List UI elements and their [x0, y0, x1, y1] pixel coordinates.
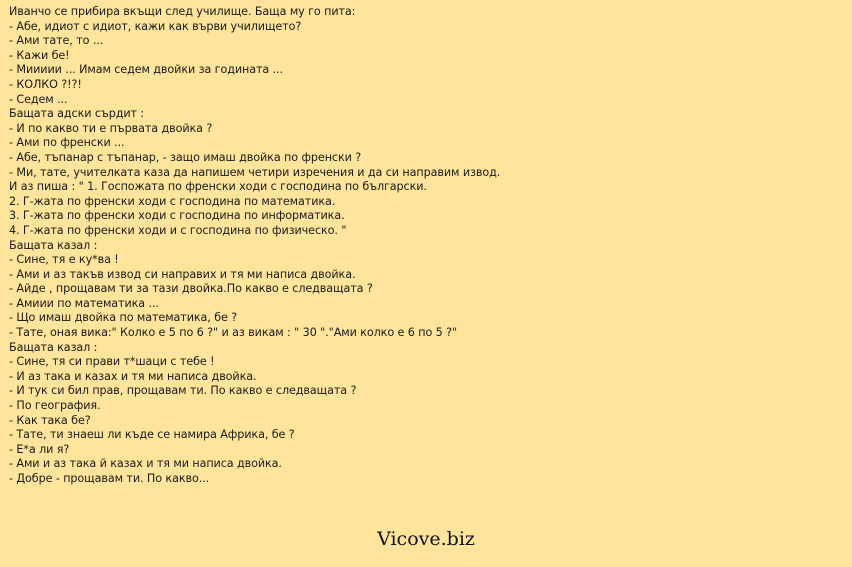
joke-line: Иванчо се прибира вкъщи след училище. Баща му го пита:	[9, 5, 356, 18]
joke-line: - Ами тате, то ...	[9, 34, 104, 48]
joke-line: 2. Г-жата по френски ходи с господина по математика.	[9, 194, 336, 208]
joke-line: - Айде , прощавам ти за тази двойка.По какво е следващата ?	[9, 282, 373, 296]
joke-line: - Абе, тъпанар с тъпанар, - защо имаш двойка по френски ?	[9, 150, 362, 164]
joke-line: - И тук си бил прав, прощавам ти. По какво е следващата ?	[9, 384, 357, 398]
joke-line: - Сине, тя е ку*ва !	[9, 253, 119, 267]
joke-line: - Ами и аз така й казах и тя ми написа двойка.	[9, 457, 282, 471]
joke-line: 3. Г-жата по френски ходи с господина по информатика.	[9, 209, 345, 223]
joke-line: - По география.	[9, 399, 101, 413]
joke-line: - Тате, оная вика:" Колко е 5 по 6 ?" и аз викам : " 30 "."Ами колко е 6 по 5 ?"	[9, 326, 458, 340]
joke-line: Бащата адски сърдит :	[9, 107, 145, 121]
joke-line: - Що имаш двойка по математика, бе ?	[9, 311, 238, 325]
joke-line: - Сине, тя си прави т*шаци с тебе !	[9, 355, 215, 369]
joke-line: Бащата казал :	[9, 340, 98, 354]
joke-line: - Кажи бе!	[9, 48, 70, 62]
joke-line: - Абе, идиот с идиот, кажи как върви училището?	[9, 19, 302, 33]
joke-line: - Миииии ... Имам седем двойки за годината ...	[9, 63, 283, 77]
joke-line: - И по какво ти е първата двойка ?	[9, 121, 213, 135]
site-watermark: Vicove.biz	[377, 528, 475, 550]
joke-line: - И аз така и казах и тя ми написа двойка.	[9, 369, 257, 383]
joke-line: Бащата казал :	[9, 238, 98, 252]
joke-line: - Е*а ли я?	[9, 442, 70, 456]
joke-line: И аз пиша : " 1. Госпожата по френски ходи с господина по български.	[9, 180, 427, 194]
joke-line: - Седем ...	[9, 92, 68, 106]
joke-line: - Добре - прощавам ти. По какво...	[9, 472, 210, 485]
joke-line: - Тате, ти знаеш ли къде се намира Африка, бе ?	[9, 428, 295, 442]
joke-line: 4. Г-жата по френски ходи и с господина по физическо. "	[9, 223, 347, 237]
joke-line: - Ами по френски ...	[9, 136, 125, 150]
joke-line: - Как така бе?	[9, 413, 91, 427]
joke-line: - Ми, тате, учителката каза да напишем четири изречения и да си направим извод.	[9, 165, 501, 179]
joke-line: - Амиии по математика ...	[9, 296, 159, 310]
joke-text	[9, 5, 845, 487]
joke-line: - Ами и аз такъв извод си направих и тя ми написа двойка.	[9, 267, 356, 281]
joke-line: - КОЛКО ?!?!	[9, 77, 82, 91]
